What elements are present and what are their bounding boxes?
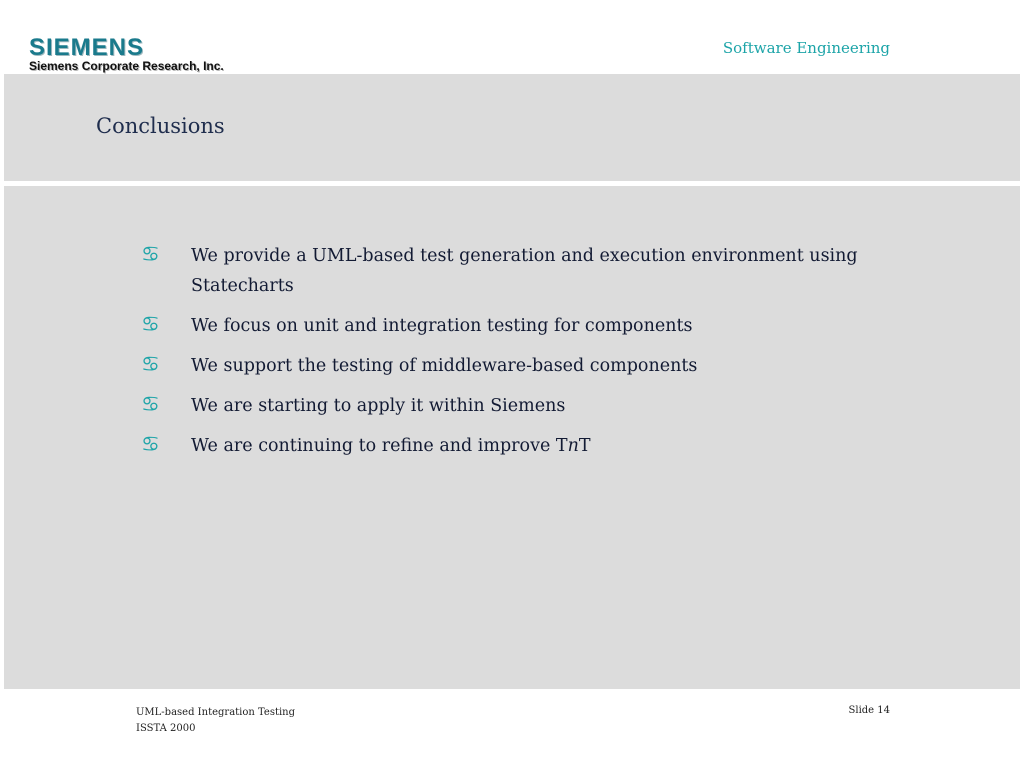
bullet-item xyxy=(141,431,861,461)
bullet-text: We support the testing of middleware-based components xyxy=(191,356,698,376)
cancer-sign-bullet-icon: ♋ xyxy=(141,392,160,416)
bullet-item xyxy=(141,351,861,381)
siemens-logo xyxy=(29,36,224,73)
bullet-text-italic: n xyxy=(567,436,579,456)
bullet-text-before: We are continuing to refine and improve T xyxy=(191,436,568,456)
cancer-sign-bullet-icon: ♋ xyxy=(141,352,160,376)
footer-conference: ISSTA 2000 xyxy=(136,723,196,734)
bullet-item xyxy=(141,391,861,421)
content-band xyxy=(4,186,1020,689)
logo-wordmark: SIEMENS xyxy=(29,34,145,61)
footer-title: UML-based Integration Testing xyxy=(136,707,296,718)
cancer-sign-bullet-icon: ♋ xyxy=(141,432,160,456)
logo-subtitle: Siemens Corporate Research, Inc. xyxy=(29,59,224,73)
footer-left xyxy=(136,705,295,737)
bullet-text: We are starting to apply it within Siemens xyxy=(191,396,566,416)
cancer-sign-bullet-icon: ♋ xyxy=(141,312,160,336)
bullet-text: We provide a UML-based test generation and execution environment using Statecharts xyxy=(191,246,858,296)
bullet-item xyxy=(141,241,861,301)
bullet-text-after: T xyxy=(578,436,591,456)
slide-number: Slide 14 xyxy=(848,705,890,716)
bullet-text xyxy=(191,431,591,461)
bullet-item xyxy=(141,311,861,341)
cancer-sign-bullet-icon: ♋ xyxy=(141,242,160,266)
section-name: Software Engineering xyxy=(722,39,890,57)
slide-title: Conclusions xyxy=(96,114,225,138)
bullet-list xyxy=(141,241,861,471)
bullet-text: We focus on unit and integration testing for components xyxy=(191,316,693,336)
title-band xyxy=(4,74,1020,181)
